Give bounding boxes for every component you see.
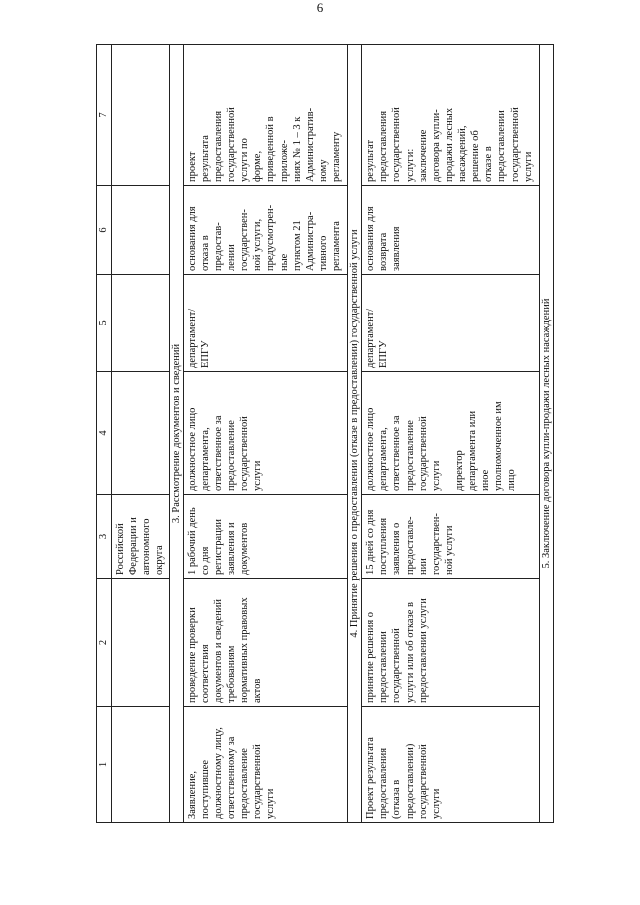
- table-cell: Проект результата предоставления (отказа в предоставлении) государственной услуги: [362, 707, 540, 823]
- cell-text: директор департамента или иное уполномоченное им лицо: [453, 401, 518, 491]
- table-cell: [112, 186, 170, 275]
- header-row: [97, 45, 112, 823]
- table-row: [362, 45, 540, 823]
- section-row: [348, 45, 362, 823]
- table-cell: должностное лицо департамента, ответственное за предоставление государственной услуги: [183, 372, 347, 495]
- table-cell: 15 дней со дня поступления заявления о предоставле- нии государствен- ной услуги: [362, 495, 540, 579]
- table-cell: Заявление, поступившее должностному лицу, ответственному за предоставление государственной услуги: [183, 707, 347, 823]
- procedure-table: [96, 44, 554, 823]
- header-cell: 1: [97, 707, 112, 823]
- header-cell: 4: [97, 372, 112, 495]
- table-cell: принятие решения о предоставлении государственной услуги или об отказе в предоставлении услуги: [362, 579, 540, 707]
- table-cell: результат предоставления государственной услуги: заключение договора купли- продажи лесных насаждений, решение об отказе в предоставлении государственной услуги: [362, 45, 540, 186]
- section-row: [169, 45, 183, 823]
- table-cell: департамент/ ЕПГУ: [362, 275, 540, 372]
- continuation-row: [112, 45, 170, 823]
- page-number-text: 6: [316, 0, 324, 15]
- table-cell: департамент/ ЕПГУ: [183, 275, 347, 372]
- section-title: 5. Заключение договора купли-продажи лесных насаждений: [539, 45, 553, 823]
- table-cell: проект результата предоставления государственной услуги по форме, приведенной в приложе- ниях № 1 – 3 к Административ- ному регламенту: [183, 45, 347, 186]
- header-cell: 5: [97, 275, 112, 372]
- table-cell: основания для отказа в предостав- лении государствен- ной услуги, предусмотрен- ные пунктом 21 Администра- тивного регламента: [183, 186, 347, 275]
- page-number: [0, 0, 640, 16]
- table-cell: 1 рабочий день со дня регистрации заявления и документов: [183, 495, 347, 579]
- section-title: 4. Принятие решения о предоставлении (отказе в предоставлении) государственной услуги: [348, 45, 362, 823]
- cell-gap: [443, 375, 453, 491]
- header-cell: 6: [97, 186, 112, 275]
- table-cell: [112, 707, 170, 823]
- table-row: [183, 45, 347, 823]
- table-cell: [112, 45, 170, 186]
- section-row: [539, 45, 553, 823]
- table-cell: Российской Федерации и автономного округа: [112, 495, 170, 579]
- header-cell: 2: [97, 579, 112, 707]
- table-cell: основания для возврата заявления: [362, 186, 540, 275]
- table-cell: [112, 372, 170, 495]
- table-cell: [362, 372, 540, 495]
- cell-text: должностное лицо департамента, ответственное за предоставление государственной услуги: [365, 407, 442, 491]
- table-cell: проведение проверки соответствия документов и сведений требованиям нормативных правовых актов: [183, 579, 347, 707]
- table-cell: [112, 579, 170, 707]
- header-cell: 3: [97, 495, 112, 579]
- table-cell: [112, 275, 170, 372]
- rotated-table-container: [96, 45, 554, 823]
- section-title: 3. Рассмотрение документов и сведений: [169, 45, 183, 823]
- header-cell: 7: [97, 45, 112, 186]
